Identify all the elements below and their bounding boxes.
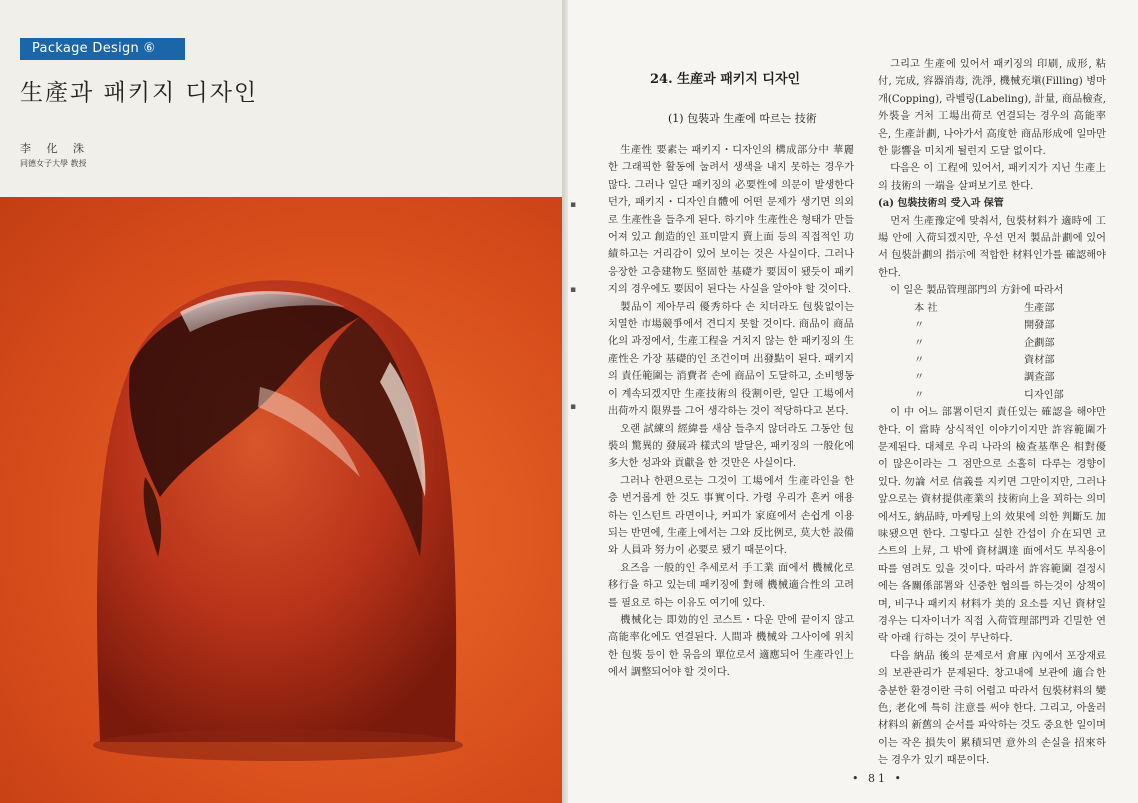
paragraph: 요즈음 一般的인 추세로서 手工業 面에서 機械化로 移行을 하고 있는데 패키징에 對해 機械適合性의 고려를 필요로 하는 이유도 여기에 있다. — [608, 562, 854, 609]
left-page — [0, 0, 564, 803]
paragraph: 그리고 生產에 있어서 패키징의 印刷, 成形, 粘付, 完成, 容器消毒, 洗淨, 機械充塡(Filling) 병마개(Copping), 라벨링(Labeling), 計量, 商品檢查, 外裝을 거처 工場出荷로 연결되는 경우의 高能率은, 生產計劃, 나아가서 高度한 商品形成에 일마만한 影響을 미치게 될런지 도달 없이다. — [878, 59, 1106, 158]
department-org: 〃 — [914, 354, 925, 366]
department-org: 本 社 — [914, 302, 938, 314]
margin-mark: ▪ — [570, 200, 577, 210]
department-list — [914, 300, 1106, 404]
paragraph: 이 中 어느 部署이던지 責任있는 確認을 해야만 한다. 이 當時 상식적인 이야기이지만 許容範圍가 문제된다. 대체로 우리 나라의 檢查基準은 相對優이 많은이라는 그 점만으로 소홀히 다루는 경향이 있다. 勿論 서로 信義를 지키면 그만이지만, 그러나 앞으로는 資材提供產業의 技術向上을 꾀하는 의미에서도, 納品時, 마케팅上의 效果에 의한 判斷도 加味됐으면 한다. 그렇다고 실한 간섭이 介在되면 코스트의 上昇, 그 밖에 資材調達 面에서도 부직용이 따를 염려도 있을 것이다. 따라서 許容範圍 결정시에는 各關係部署와 신중한 협의를 하는것이 상책이며, 비구나 패키지 材料가 美的 요소를 지닌 資材일 경우는 디자이너가 직접 入荷管理部門과 긴밀한 연락 아래 行하는 것이 무난하다. — [878, 407, 1106, 645]
paragraph: 다음은 이 工程에 있어서, 패키지가 지닌 生產上의 技術의 一端을 살펴보기로 한다. — [878, 163, 1106, 192]
package-photo — [0, 197, 564, 803]
glossy-package-illustration — [0, 197, 564, 803]
series-label: Package Design ⑥ — [20, 38, 185, 60]
paragraph: 그러나 한편으로는 그것이 工場에서 生產라인을 한층 번거롭게 한 것도 事實이다. 가령 우리가 흔커 애용하는 인스턴트 라면이나, 커피가 家庭에서 손쉽게 이용되는 반면에, 生產上에서는 그와 反比例로, 莫大한 設備와 人員과 努力이 必要로 됐기 때문이다. — [608, 475, 854, 557]
department-org: 〃 — [914, 389, 925, 401]
margin-mark: ▪ — [570, 402, 577, 412]
paragraph: 먼저 生產豫定에 맞춰서, 包裝材料가 適時에 工場 안에 入荷되겠지만, 우선 먼저 製品計劃에 있어서 包裝計劃의 指示에 적합한 材料인가를 確認해야 한다. — [878, 215, 1106, 279]
paragraph: 오랜 試練의 經緯를 새삼 들추지 않더라도 그동안 包裝의 驚異的 發展과 樣式의 발달은, 패키징의 一般化에 多大한 성과와 貢獻을 한 것만은 사실이다. — [608, 423, 854, 470]
right-page — [568, 0, 1138, 803]
department-org: 〃 — [914, 337, 925, 349]
department-name: 디자인部 — [1024, 389, 1064, 401]
department-org: 〃 — [914, 320, 925, 332]
department-org: 〃 — [914, 372, 925, 384]
department-name: 企劃部 — [1024, 337, 1055, 349]
section-title: (1) 包裝과 生產에 따르는 技術 — [668, 112, 817, 125]
paragraph: 機械化는 即効的인 코스트・다운 만에 끝이지 않고 高能率化에도 연결된다. 人間과 機械와 그사이에 위치한 包裝 등이 한 묶음의 單位로서 適應되어 生產라인上에서 調整되어야 할 것이다. — [608, 614, 854, 679]
text-column-right — [878, 56, 1106, 770]
paragraph: 生產性 要素는 패키지・디자인의 構成部分中 華麗한 그래픽한 활동에 눌려서 생색을 내지 못하는 경우가 많다. 그러나 일단 패키징의 必要性에 의문이 발생한다던가, 패키지・디자인自體에 어떤 문제가 생기면 의외로 生產性을 들추게 된다. 하기야 生產性은 형태가 만들어져 있고 創造的인 표미말지 賣上面 등의 직접적인 功績하고는 거리감이 있어 보이는 것은 사실이다. 그러나 응장한 고층建物도 堅固한 基礎가 要因이 됐듯이 패키지의 경우에도 要因이 된다는 사실을 알아야 할 것이다. — [608, 145, 854, 296]
subsection-title: (a) 包裝技術의 受入과 保管 — [878, 198, 1004, 210]
margin-mark: ▪ — [570, 285, 577, 295]
author-name: 李 化 洙 — [20, 142, 90, 155]
department-name: 調查部 — [1024, 372, 1055, 384]
page-title: 生產과 패키지 디자인 — [20, 80, 259, 106]
chapter-title: 24. 生産과 패키지 디자인 — [650, 72, 801, 87]
text-column-left — [608, 142, 854, 682]
author-affiliation: 同德女子大學 教授 — [20, 159, 87, 168]
paragraph: 다음 納品 後의 문제로서 倉庫 內에서 포장재료의 보관관리가 문제된다. 창고내에 보관에 適合한 충분한 환경이란 극히 어렵고 따라서 包裝材料의 變色, 老化에 특히 注意를 써야 한다. 그리고, 아울러 材料의 新舊의 순서를 파악하는 것도 중요한 일이며 이는 작은 損失이 累積되면 意外의 손실을 招來하는 경우가 있기 때문이다. — [878, 650, 1106, 767]
paragraph: 이 일은 製品管理部門의 方針에 따라서 — [890, 285, 1064, 297]
page-number: • 81 • — [852, 772, 904, 785]
department-name: 生產部 — [1024, 302, 1055, 314]
department-name: 開發部 — [1024, 320, 1055, 332]
department-name: 資材部 — [1024, 354, 1055, 366]
paragraph: 製品이 제아무리 優秀하다 손 치더라도 包裝없이는 치열한 市場競爭에서 견디지 못할 것이다. 商品이 商品化의 과정에서, 生產工程을 거치지 않는 한 패키징의 生產性은 가장 基礎的인 조건이며 出發點이 된다. 패키지의 責任範圍는 消費者 손에 商品이 도달하고, 소비행동이 계속되겠지만 生產技術의 役割이란, 일단 工場에서 出荷까지 限界를 그어 생각하는 것이 적당하다고 본다. — [608, 301, 854, 418]
